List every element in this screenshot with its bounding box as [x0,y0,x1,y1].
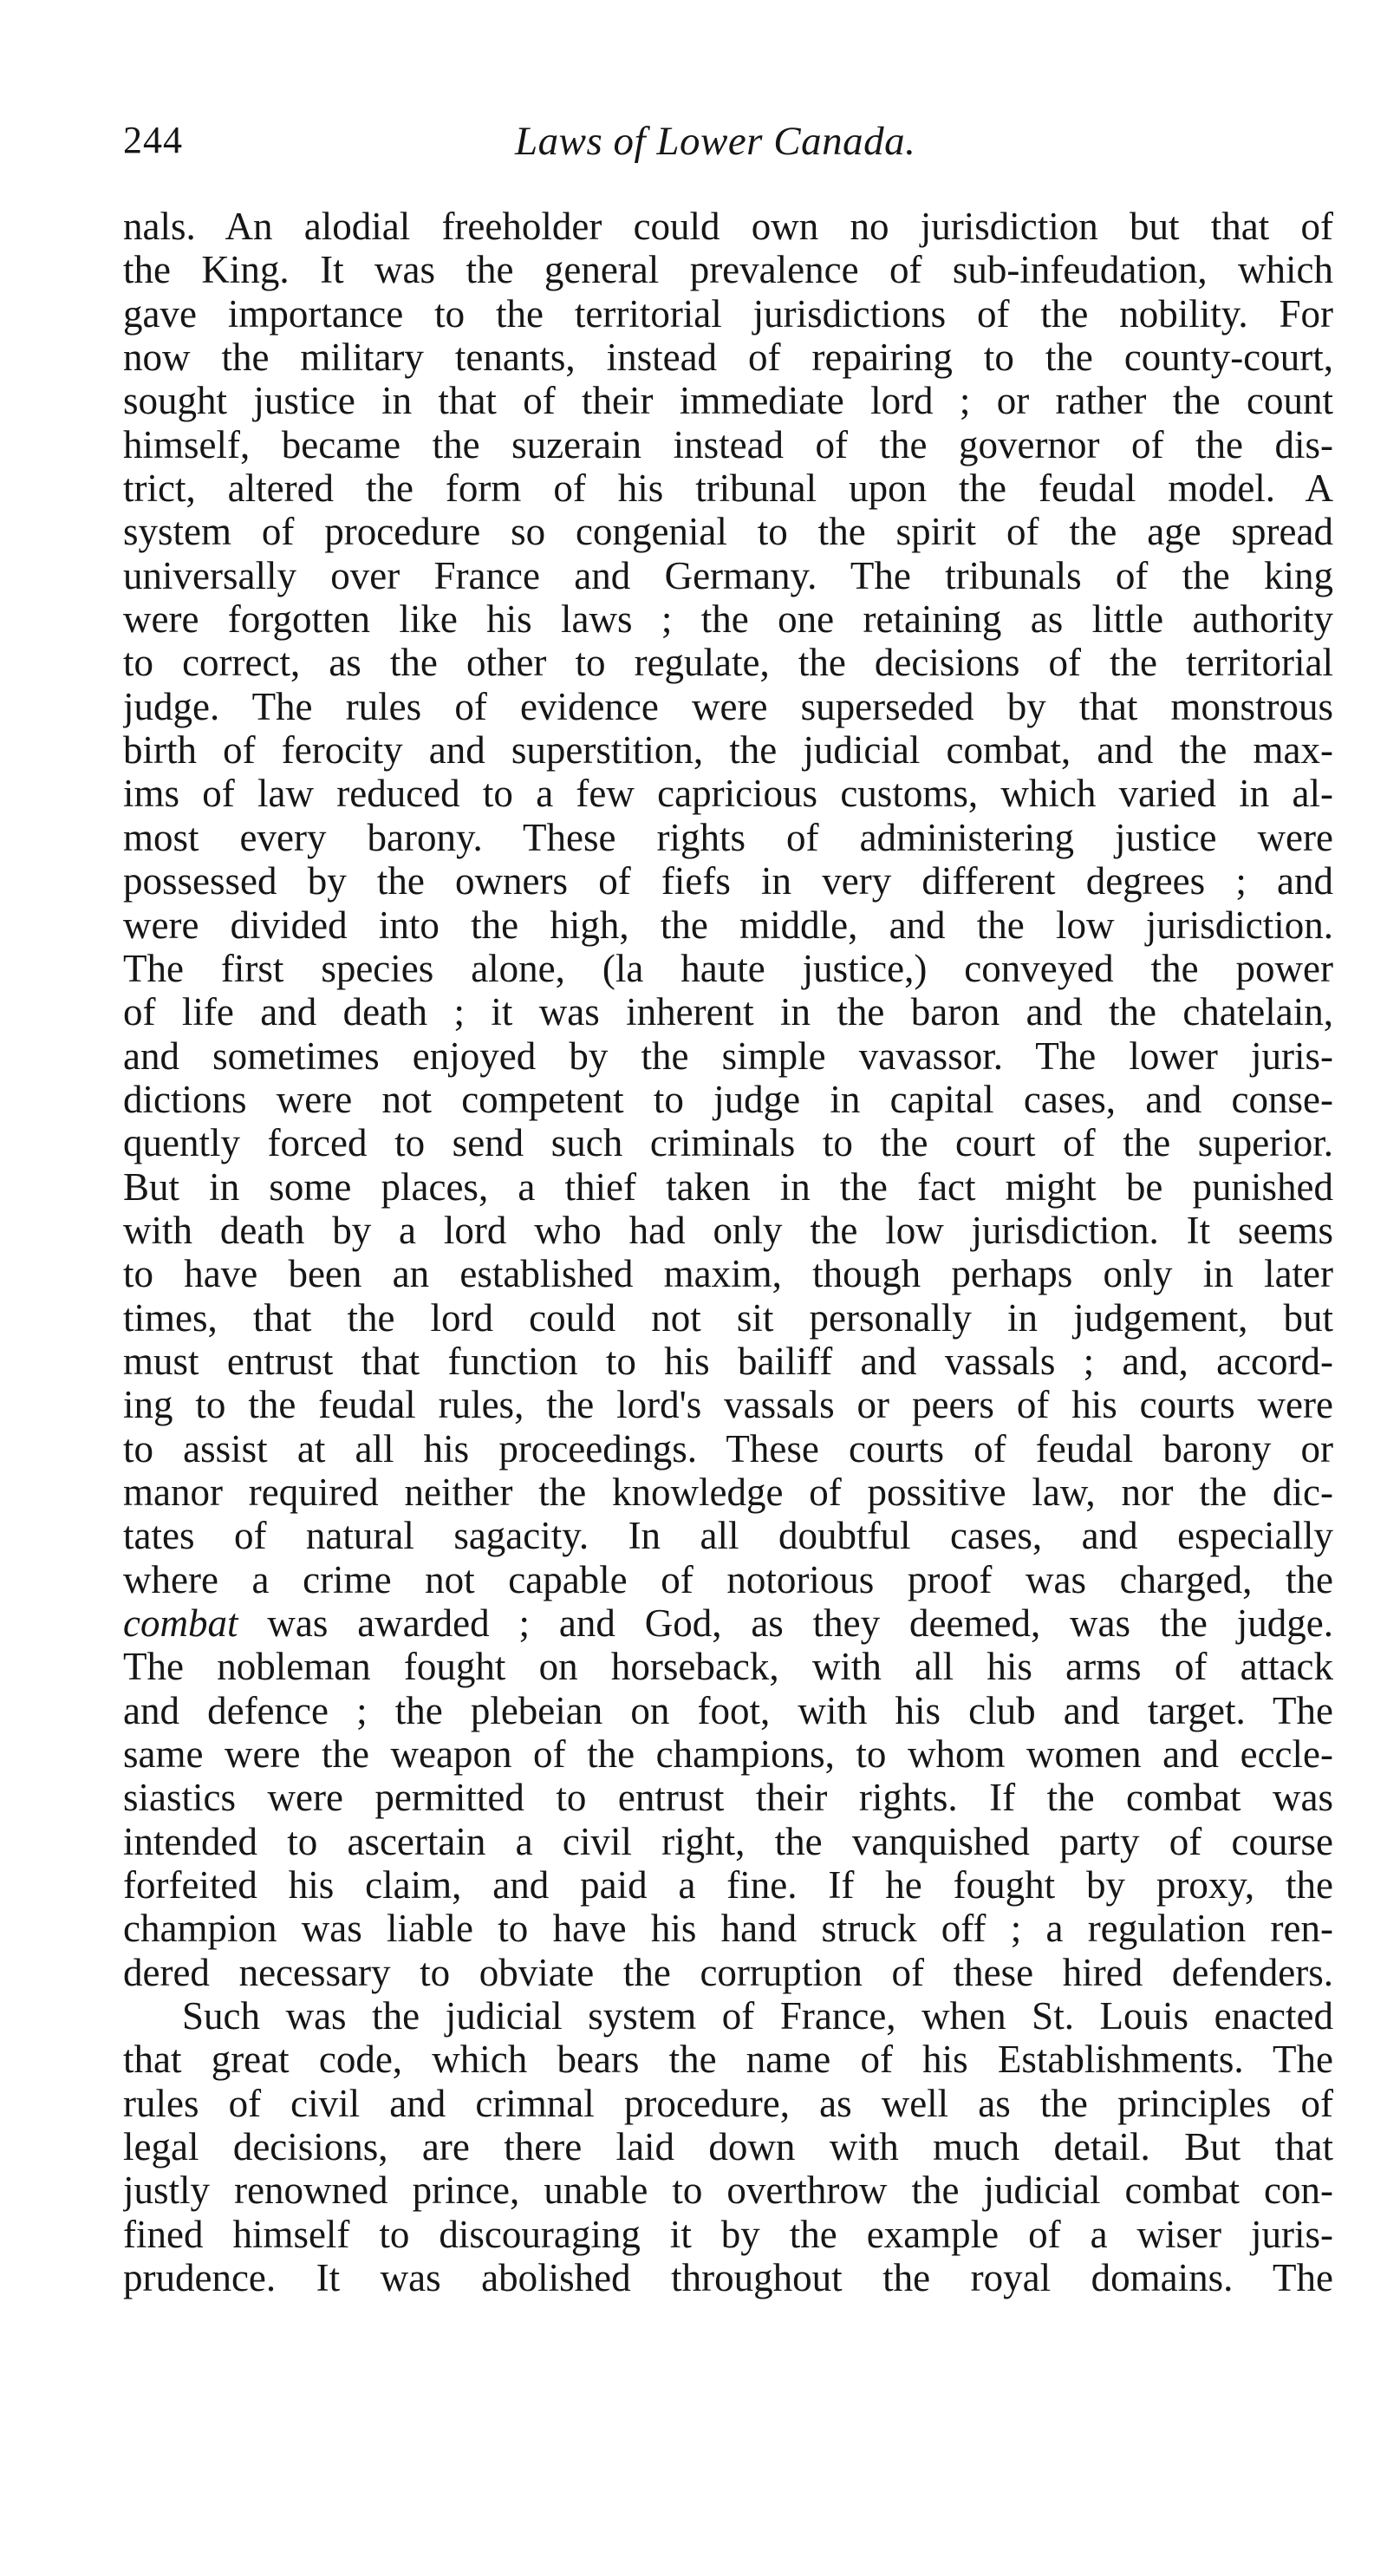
line-text: nals. An alodial freeholder could own no jurisdiction but that of [123,205,1333,248]
line-text: and sometimes enjoyed by the simple vavassor. The lower juris- [123,1034,1333,1078]
text-line [123,1689,1333,1732]
line-text: where a crime not capable of notorious proof was charged, the [123,1557,1333,1601]
line-text: ims of law reduced to a few capricious customs, which varied in al- [123,772,1333,816]
line-text: justly renowned prince, unable to overthrow the judicial combat con- [123,2168,1333,2213]
line-text: judge. The rules of evidence were superseded by that monstrous [123,684,1333,728]
text-line [123,1514,1333,1557]
text-line [123,641,1333,684]
line-text: of life and death ; it was inherent in the baron and the chatelain, [123,990,1333,1034]
running-title: Laws of Lower Canada. [515,119,916,164]
line-text: were forgotten like his laws ; the one retaining as little authority [123,597,1333,642]
text-line [123,1427,1333,1471]
running-head [123,118,1328,170]
text-line [123,1471,1333,1514]
line-text: prudence. It was abolished throughout the royal domains. The [123,2256,1333,2300]
text-line [123,728,1333,772]
line-text: dictions were not competent to judge in capital cases, and conse- [123,1077,1333,1121]
line-text: most every barony. These rights of administering justice were [123,815,1333,859]
text-line [123,466,1333,510]
line-text: universally over France and Germany. The tribunals of the king [123,553,1333,597]
text-line [123,990,1333,1034]
text-line [123,510,1333,553]
text-line [123,1383,1333,1426]
line-text: to have been an established maxim, though perhaps only in later [123,1252,1333,1296]
text-line [123,1994,1333,2038]
text-line [123,859,1333,903]
line-text: now the military tenants, instead of repairing to the county-court, [123,336,1333,380]
line-text: rules of civil and crimnal procedure, as well as the principles of [123,2081,1333,2125]
text-line [123,1165,1333,1209]
line-text: the King. It was the general prevalence of sub-infeudation, which [123,248,1333,292]
text-line [123,1252,1333,1295]
line-text: possessed by the owners of fiefs in very different degrees ; and [123,859,1333,903]
text-line [123,1558,1333,1601]
line-text: fined himself to discouraging it by the example of a wiser juris- [123,2212,1333,2256]
line-text: system of procedure so congenial to the spirit of the age spread [123,510,1333,554]
line-text: and defence ; the plebeian on foot, with his club and target. The [123,1688,1333,1732]
line-text: intended to ascertain a civil right, the vanquished party of course [123,1819,1333,1863]
line-text: sought justice in that of their immediate lord ; or rather the count [123,379,1333,423]
line-text: must entrust that function to his bailiff and vassals ; and, accord- [123,1339,1333,1383]
line-text: to correct, as the other to regulate, the decisions of the territorial [123,641,1333,685]
text-line [123,423,1333,466]
text-line [123,2082,1333,2125]
text-line [123,2038,1333,2081]
text-line [123,1863,1333,1907]
line-text: But in some places, a thief taken in the fact might be punished [123,1164,1333,1209]
line-text: that great code, which bears the name of his Establishments. The [123,2038,1333,2082]
text-line [123,379,1333,422]
body-text [123,205,1333,2300]
text-line [123,1645,1333,1688]
line-text: same were the weapon of the champions, to whom women and eccle- [123,1732,1333,1777]
line-text: champion was liable to have his hand struck off ; a regulation ren- [123,1907,1333,1951]
line-text: gave importance to the territorial jurisdictions of the nobility. For [123,291,1333,336]
text-line [123,1078,1333,1121]
text-line [123,554,1333,597]
text-line [123,1820,1333,1863]
line-text: with death by a lord who had only the low jurisdiction. It seems [123,1208,1333,1252]
line-text: Such was the judicial system of France, when St. Louis enacted [182,1994,1333,2038]
text-line [123,903,1333,947]
text-line [123,1776,1333,1819]
line-text: times, that the lord could not sit personally in judgement, but [123,1295,1333,1340]
text-line [123,947,1333,990]
line-text: himself, became the suzerain instead of the governor of the dis- [123,422,1333,466]
text-line [123,1732,1333,1776]
text-line [123,597,1333,641]
text-line [123,1340,1333,1383]
text-line [123,336,1333,379]
line-text: tates of natural sagacity. In all doubtful cases, and especially [123,1514,1333,1558]
text-line [123,2256,1333,2299]
line-text: were divided into the high, the middle, and the low jurisdiction. [123,903,1333,947]
line-text: dered necessary to obviate the corruption of these hired defenders. [123,1950,1333,1994]
line-text: legal decisions, are there laid down with much detail. But that [123,2125,1333,2169]
text-line [123,1209,1333,1252]
line-text: ing to the feudal rules, the lord's vassals or peers of his courts were [123,1383,1333,1427]
text-line [123,1296,1333,1340]
line-text: trict, altered the form of his tribunal upon the feudal model. A [123,466,1333,511]
text-line [123,248,1333,291]
text-line [123,1121,1333,1164]
text-line [123,1951,1333,1994]
text-line [123,2168,1333,2212]
text-line [123,1601,1333,1645]
line-text: quently forced to send such criminals to the court of the superior. [123,1121,1333,1165]
line-text: The nobleman fought on horseback, with all his arms of attack [123,1645,1333,1689]
text-line [123,292,1333,336]
text-line [123,205,1333,248]
text-line [123,2125,1333,2168]
text-line [123,816,1333,859]
text-line [123,685,1333,728]
line-text: birth of ferocity and superstition, the judicial combat, and the max- [123,728,1333,773]
text-line [123,1034,1333,1078]
line-text: to assist at all his proceedings. These courts of feudal barony or [123,1426,1333,1471]
line-text: manor required neither the knowledge of possitive law, nor the dic- [123,1470,1333,1514]
line-text: forfeited his claim, and paid a fine. If he fought by proxy, the [123,1863,1333,1908]
line-text: The first species alone, (la haute justice,) conveyed the power [123,946,1333,990]
line-text: was awarded ; and God, as they deemed, was the judge. [238,1601,1333,1645]
text-line [123,772,1333,815]
text-line [123,1907,1333,1950]
text-line [123,2213,1333,2256]
line-text: siastics were permitted to entrust their rights. If the combat was [123,1776,1333,1820]
italic-word: combat [123,1601,238,1645]
page-number: 244 [123,119,183,161]
